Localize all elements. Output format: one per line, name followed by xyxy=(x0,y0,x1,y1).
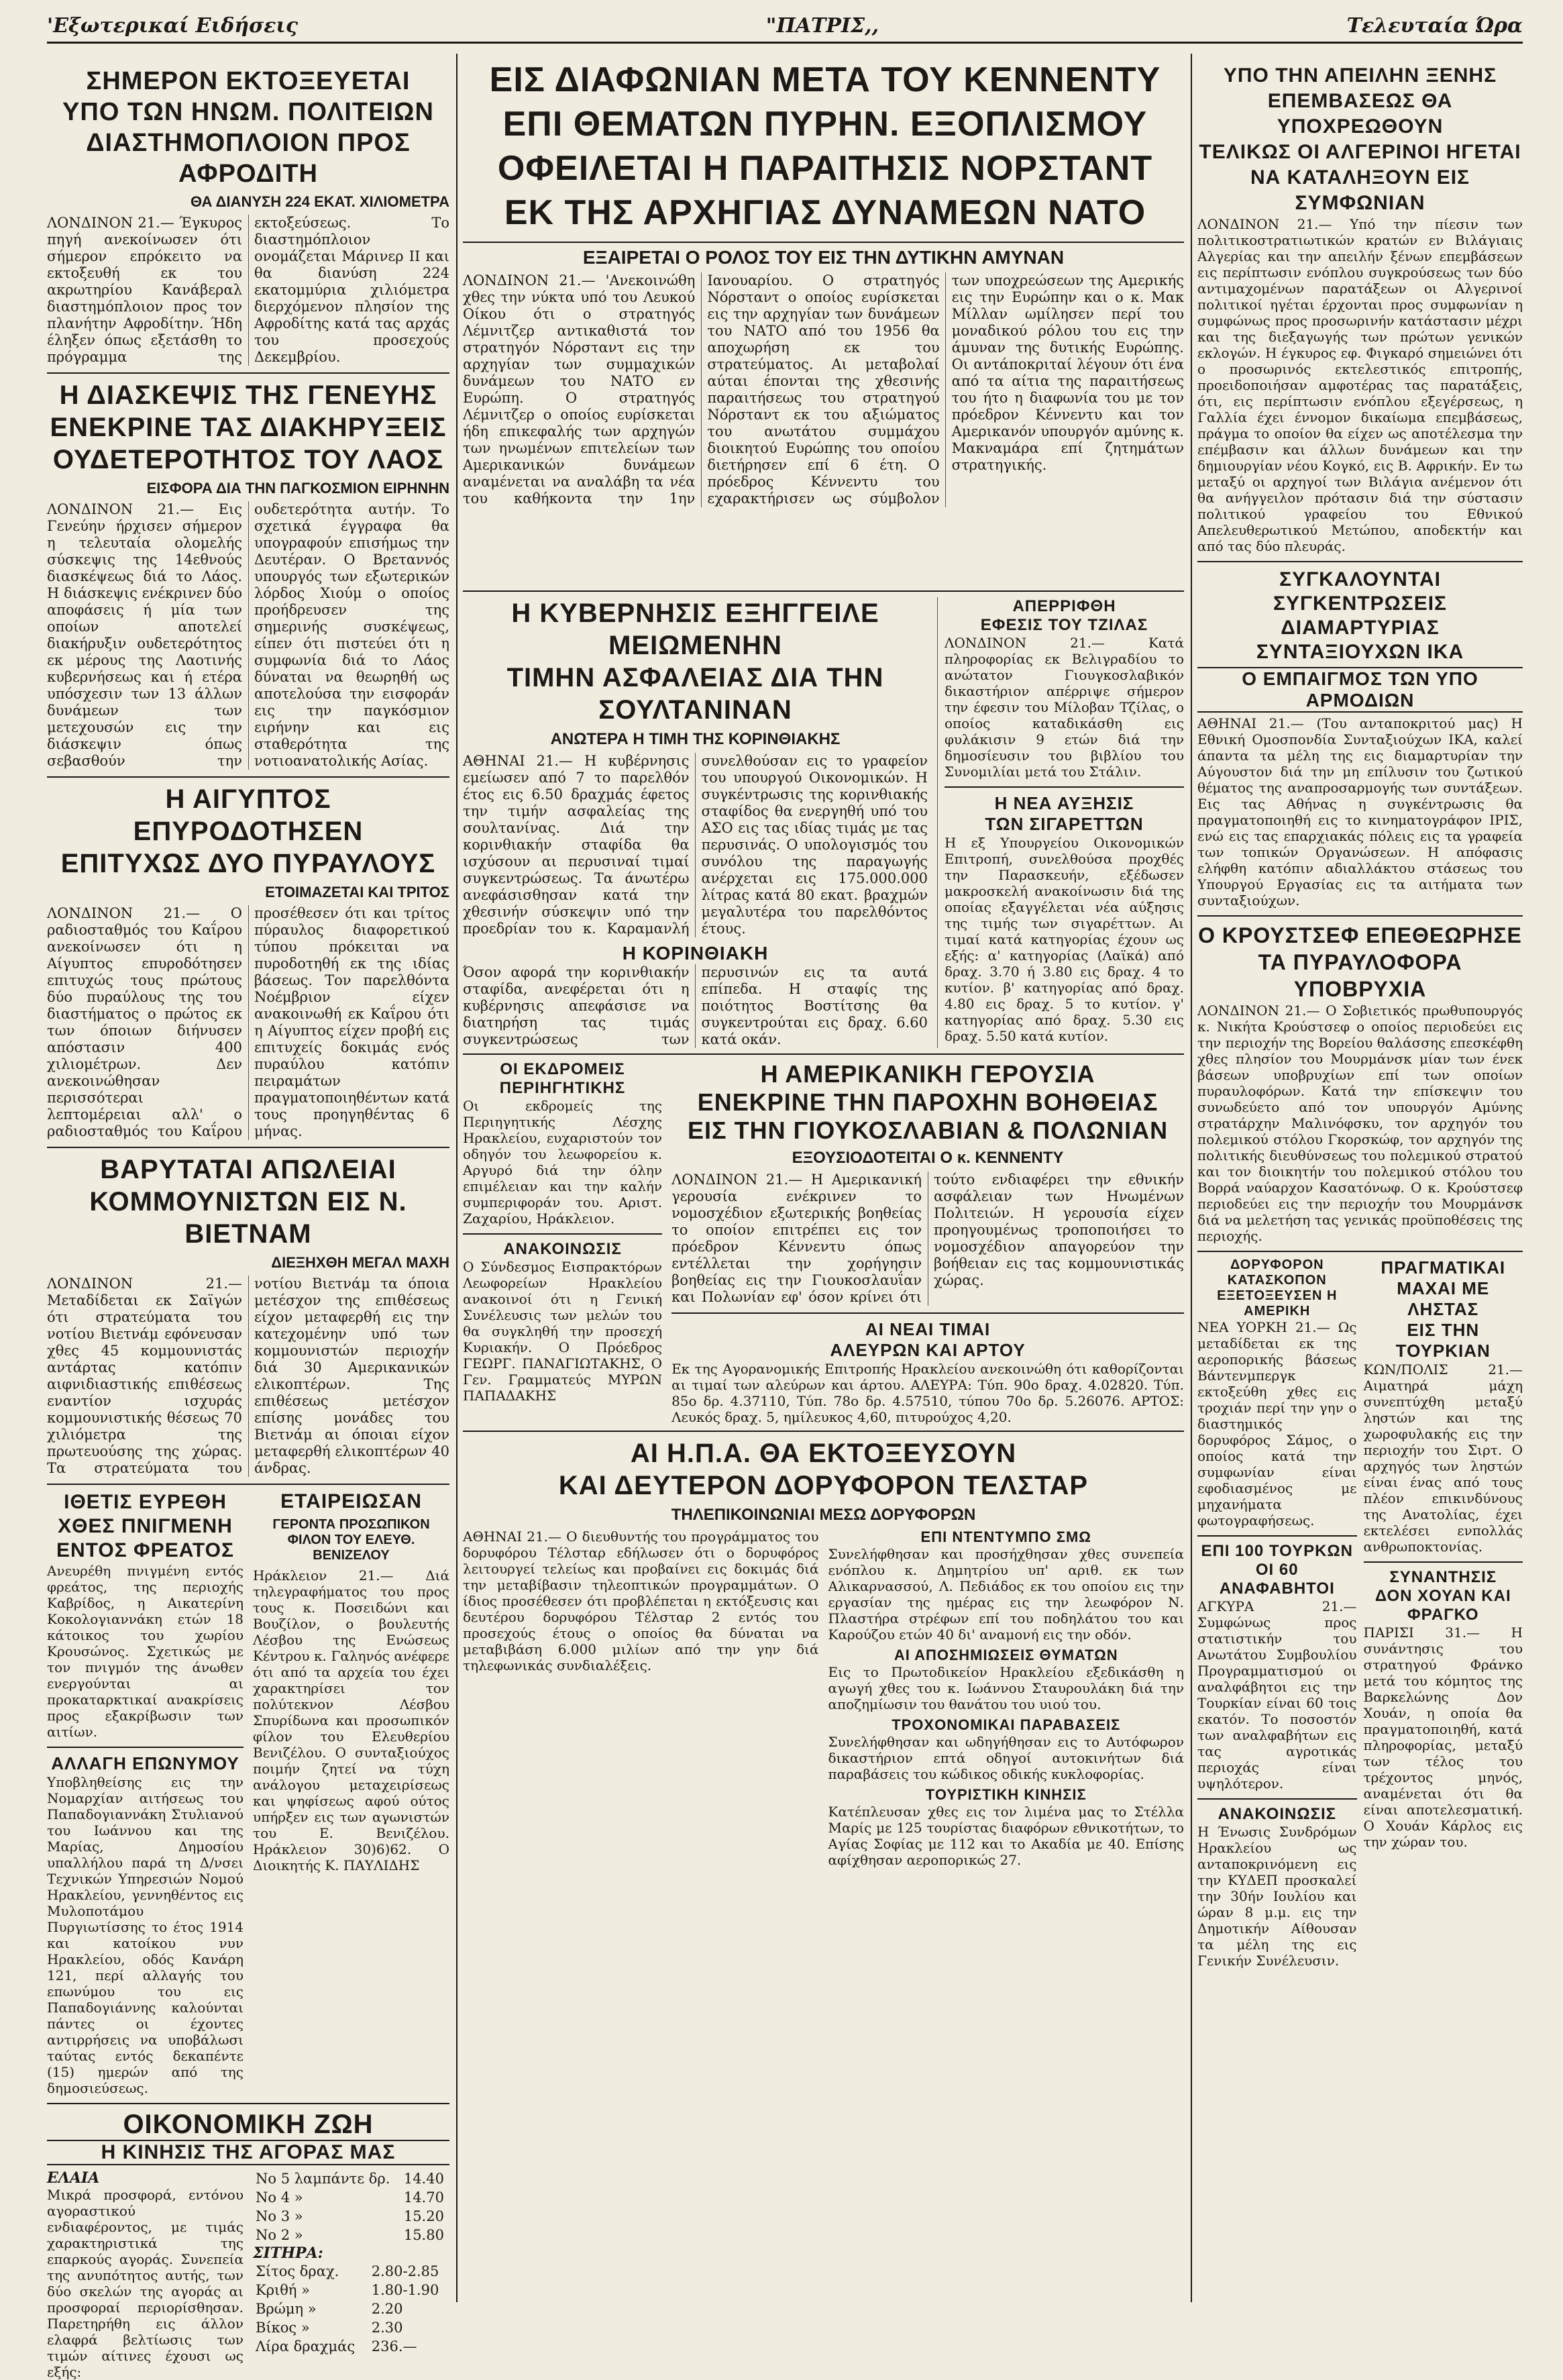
table-cell: Νο 2 » xyxy=(256,2227,303,2243)
headline-line: ΔΟΝ ΧΟΥΑΝ ΚΑΙ ΦΡΑΓΚΟ xyxy=(1375,1587,1511,1624)
headline-egypt xyxy=(47,776,449,880)
headline-line: ΠΕΡΙΗΓΗΤΙΚΗΣ xyxy=(499,1079,626,1097)
headline-line: ΑΙ ΝΕΑΙ ΤΙΜΑΙ xyxy=(865,1319,991,1339)
subheadline: ΤΗΛΕΠΙΚΟΙΝΩΝΙΑΙ ΜΕΣΩ ΔΟΡΥΦΟΡΩΝ xyxy=(671,1506,976,1524)
headline-khrushchev xyxy=(1197,915,1523,1002)
headline-well xyxy=(47,1490,244,1563)
subheadline: ΑΝΩΤΕΡΑ Η ΤΙΜΗ ΤΗΣ ΚΟΡΙΝΘΙΑΚΗΣ xyxy=(550,730,841,748)
table-cell: 14.70 xyxy=(403,2189,444,2206)
article-body: ΑΓΚΥΡΑ 21.— Συμφώνως προς στατιστικήν του Ανωτάτου Συμβουλίου Προγραμματισμού οι αναλφάβητοι εις την Τουρκίαν είναι 60 τοις εκατόν. Το ποσοστόν των αναλφαβήτων εις τας αγροτικάς περιοχάς είναι υψηλότερον. xyxy=(1197,1598,1357,1792)
article-body: Συνελήφθησαν και ωδηγήθησαν εις το Αυτόφωρον δικαστήριον επτά οδηγοί αυτοκινήτων διά παραβάσεις του κώδικος οδικής κυκλοφορίας. xyxy=(828,1734,1184,1782)
headline-line: Ο ΚΡΟΥΣΤΣΕΦ ΕΠΕΘΕΩΡΗΣΕ xyxy=(1198,923,1522,947)
headline-brief: ΕΠΙ ΝΤΕΝΤΥΜΠΟ ΣΜΩ xyxy=(920,1529,1091,1545)
headline-telstar xyxy=(463,1437,1184,1502)
headline-line: ΔΙΑΣΤΗΜΟΠΛΟΙΟΝ ΠΡΟΣ ΑΦΡΟΔΙΤΗ xyxy=(86,129,411,188)
headline-line: ΤΑ ΠΥΡΑΥΛΟΦΟΡΑ ΥΠΟΒΡΥΧΙΑ xyxy=(1258,950,1462,1001)
headline-surname: ΑΛΛΑΓΗ ΕΠΩΝΥΜΟΥ xyxy=(47,1747,244,1774)
market-right xyxy=(253,2169,449,2380)
headline-line: ΕΙΣ ΔΙΑΦΩΝΙΑΝ ΜΕΤΑ ΤΟΥ ΚΕΝΝΕΝΤΥ xyxy=(489,60,1161,99)
headline-line: ΕΞΕΤΟΞΕΥΣΕΝ Η ΑΜΕΡΙΚΗ xyxy=(1217,1288,1338,1318)
table-row xyxy=(253,2188,449,2207)
subheadline: ΕΤΟΙΜΑΖΕΤΑΙ ΚΑΙ ΤΡΙΤΟΣ xyxy=(265,884,449,900)
headline-line: ΕΝΕΚΡΙΝΕ ΤΑΣ ΔΙΑΚΗΡΥΞΕΙΣ xyxy=(50,413,447,442)
market-subtitle: Η ΚΙΝΗΣΙΣ ΤΗΣ ΑΓΟΡΑΣ ΜΑΣ xyxy=(47,2140,449,2165)
middle-mid-row xyxy=(463,1053,1184,1425)
table-row xyxy=(253,2318,449,2337)
headline-line: ΟΙ 60 ΑΝΑΦΑΒΗΤΟΙ xyxy=(1219,1561,1335,1598)
table-cell: 236.— xyxy=(371,2338,417,2355)
article-body: Υποβληθείσης εις την Νομαρχίαν αιτήσεως του Παπαδογιαννάκη Στυλιανού του Ιωάννου και της Μαρίας, Δημοσίου υπαλλήλου παρά τη Δ/νσει Τεχνικών Υπηρεσιών Νομού Ηρακλείου, γεννηθέντος εις Μυλοποτάμου Πυργιωτίσσης το έτος 1914 και κατοίκου νυν Ηρακλείου, οδός Κανάρη 121, περί αλλαγής του επωνύμου του εις Παπαδογιάννης καλούνται πάντες οι έχοντες αντιρρήσεις να υποβάλωσι ταύτας εντός δεκαπέντε (15) ημερών από της δημοσιεύσεως. xyxy=(47,1774,244,2096)
headline-satellite xyxy=(1197,1257,1357,1319)
subheadline: ΘΑ ΔΙΑΝΥΣΗ 224 ΕΚΑΤ. ΧΙΛΙΟΜΕΤΡΑ xyxy=(190,193,449,210)
headline-djilas xyxy=(945,597,1184,635)
headline-corinthian: Η ΚΟΡΙΝΘΙΑΚΗ xyxy=(622,943,769,964)
subheadline: ΓΕΡΟΝΤΑ ΠΡΟΣΩΠΙΚΟΝ ΦΙΛΟΝ ΤΟΥ ΕΛΕΥΘ. ΒΕΝΙΖΕΛΟΥ xyxy=(272,1517,430,1563)
table-cell: Νο 3 » xyxy=(256,2208,303,2224)
market-title: ΟΙΚΟΝΟΜΙΚΗ ΖΩΗ xyxy=(123,2110,374,2139)
header-right: Τελευταία Ώρα xyxy=(1346,13,1523,38)
local-briefs xyxy=(828,1529,1185,1868)
subheadline: Ο ΕΜΠΑΙΓΜΟΣ ΤΩΝ ΥΠΟ ΑΡΜΟΔΙΩΝ xyxy=(1197,667,1523,713)
article-body: Η εξ Υπουργείου Οικονομικών Επιτροπή, συνελθούσα προχθές την Παρασκευήν, εξέδωσεν μακροσκελή ανακοίνωσιν διά της οποίας εξαγγέλεται νέα αύξησις της τιμής των σιγαρέττων. Αι τιμαί κατά κατηγορίας έχουν ως εξής: α' κατηγορίας (Λαϊκά) από δραχ. 3.70 ή 3.80 εις δραχ. 4 το κυτίον. β' κατηγορίας από δραχ. 4.80 εις δραχ. 5 το κυτίον. γ' κατηγορίας από δραχ. 5.30 εις δραχ. 5.50 κατά κυτίον. xyxy=(945,835,1184,1044)
table-cell: Νο 4 » xyxy=(256,2189,303,2206)
article-body: Οι εκδρομείς της Περιηγητικής Λέσχης Ηρακλείου, ευχαριστούν τον οδηγόν του λεωφορείου κ. Αργυρό διά την όλην επιμέλειαν και την καλήν συμπεριφοράν του. Αριστ. Ζαχαρίου, Ηράκλειον. xyxy=(463,1098,663,1227)
headline-line: ΕΠΙ 100 ΤΟΥΡΚΩΝ xyxy=(1201,1542,1354,1560)
table-cell: Βίκος » xyxy=(256,2320,310,2336)
headline-line: ΙΘΕΤΙΣ ΕΥΡΕΘΗ xyxy=(64,1491,227,1513)
middle-region xyxy=(463,590,1184,2302)
subheadline: ΕΞΟΥΣΙΟΔΟΤΕΙΤΑΙ Ο κ. ΚΕΝΝΕΝΤΥ xyxy=(792,1149,1064,1167)
banner-article xyxy=(463,242,1184,507)
headline-line: ΕΙΣ ΤΗΝ ΓΙΟΥΚΟΣΛΑΒΙΑΝ & ΠΟΛΩΝΙΑΝ xyxy=(687,1117,1169,1144)
headline-line: ΕΠΙ ΘΕΜΑΤΩΝ ΠΥΡΗΝ. ΕΞΟΠΛΙΣΜΟΥ xyxy=(502,105,1148,144)
headline-line: ΑΛΕΥΡΩΝ ΚΑΙ ΑΡΤΟΥ xyxy=(830,1340,1026,1360)
headline-line: ΕΝΕΚΡΙΝΕ ΤΗΝ ΠΑΡΟΧΗΝ ΒΟΗΘΕΙΑΣ xyxy=(697,1088,1158,1116)
headline-line: ΟΙ ΕΚΔΡΟΜΕΙΣ xyxy=(500,1060,625,1078)
middle-right-subcolumn xyxy=(937,597,1184,1048)
headline-line: ΑΙ Η.Π.Α. ΘΑ ΕΚΤΟΞΕΥΣΟΥΝ xyxy=(630,1439,1017,1468)
headline-notice: ΑΝΑΚΟΙΝΩΣΙΣ xyxy=(1197,1798,1357,1824)
right-lower-left xyxy=(1197,1257,1357,1969)
table-cell: 2.80-2.85 xyxy=(371,2263,439,2279)
article-body: Εκ της Αγορανομικής Επιτροπής Ηρακλείου ανεκοινώθη ότι καθορίζονται αι τιμαί των αλεύρων και άρτου. ΑΛΕΥΡΑ: Τύπ. 90ο δραχ. 4.02820. Τύπ. 85ο δρ. 4.37110, Τύπ. 78ο δρ. 4.57510, τύπου 70ο δρ. 5.26076. ΑΡΤΟΣ: Λευκός δραχ. 5, ημίλευκος 4,60, πιτυρούχος 4,20. xyxy=(671,1361,1184,1425)
masthead: "ΠΑΤΡΙΣ,, xyxy=(765,13,879,38)
bottom-left-block xyxy=(47,1484,449,2096)
column-divider xyxy=(1191,54,1192,2302)
table-row xyxy=(253,2337,449,2356)
headline-line: ΟΦΕΙΛΕΤΑΙ Η ΠΑΡΑΙΤΗΣΙΣ ΝΟΡΣΤΑΝΤ xyxy=(497,149,1153,188)
grain-price-table xyxy=(253,2262,449,2356)
sultanina-article xyxy=(463,597,928,1048)
headline-line: ΥΠΟ ΤΗΝ ΑΠΕΙΛΗΝ ΞΕΝΗΣ xyxy=(1223,64,1497,87)
article-body: ΠΑΡΙΣΙ 31.— Η συνάντησις του στρατηγού Φράνκο μετά του κόμητος της Βαρκελώνης Δον Χουάν, η οποία θα πραγματοποιηθή, κατά πληροφορίας, μεταξύ των τέλος του τρέχοντος μηνός, αναμένεται ότι θα είναι αποτελεσματική. Ο Χουάν Κάρλος εις την χώραν του. xyxy=(1363,1624,1523,1850)
table-cell: 2.20 xyxy=(371,2301,403,2317)
headline-thanks: ΕΤΑΙΡΕΙΩΣΑΝ xyxy=(280,1490,422,1512)
headline-geneva xyxy=(47,372,449,476)
headline-algeria xyxy=(1197,63,1523,216)
table-cell: Βρώμη » xyxy=(256,2301,317,2317)
headline-line: ΠΡΑΓΜΑΤΙΚΑΙ xyxy=(1381,1257,1506,1278)
main-headline xyxy=(463,58,1187,235)
table-cell: 15.20 xyxy=(403,2208,444,2224)
table-cell: 14.40 xyxy=(403,2171,444,2187)
table-cell: Σίτος δραχ. xyxy=(256,2263,339,2279)
article-body: ΛΟΝΔΙΝΟΝ 21.— Έγκυρος πηγή ανεκοίνωσεν ότι σήμερον επρόκειτο να εκτοξευθή εκ του ακρωτηρίου Κανάβεραλ διαστημόπλοιον προς τον πλανήτην Αφροδίτην. Ήδη έληξεν όπως εξετάσθη το πρόγραμμα της εκτοξεύσεως. Το διαστημόπλοιον ονομάζεται Μάρινερ ΙΙ και θα διανύση 224 εκατομμύρια χιλιόμετρα διερχόμενον πλησίον της Αφροδίτης κατά τας αρχάς του προσεχούς Δεκεμβρίου. xyxy=(47,215,449,365)
headline-line: ΝΑ ΚΑΤΑΛΗΞΟΥΝ ΕΙΣ ΣΥΜΦΩΝΙΑΝ xyxy=(1250,166,1470,214)
article-body: Ανευρέθη πνιγμένη εντός φρεάτος, της περιοχής Καβρίδος, η Αικατερίνη Κοκολογιαννάκη ετών 18 κάτοικος του χωρίου Κρουσώνος. Σχετικώς με τον πνιγμόν της άνωθεν ενεργούνται αι προκαταρκτικαί ανακρίσεις προς εξακρίβωσιν των αιτίων. xyxy=(47,1563,244,1740)
header-left: 'Εξωτερικαί Ειδήσεις xyxy=(47,13,299,38)
headline-line: ΕΙΣ ΤΗΝ ΤΟΥΡΚΙΑΝ xyxy=(1395,1320,1491,1361)
headline-line: ΤΙΜΗΝ ΑΣΦΑΛΕΙΑΣ ΔΙΑ ΤΗΝ ΣΟΥΛΤΑΝΙΝΑΝ xyxy=(506,663,884,725)
headline-bandits xyxy=(1364,1257,1523,1361)
article-body: Συνελήφθησαν και προσήχθησαν χθες συνεπεία ενόπλου κ. Δημητρίου υπ' αριθ. εκ των Αλικαρνασσού, Λ. Πεδιάδος εκ του οποίου εις την εργασίαν της ημέρας εις την λεωφόρον Ν. Πλαστήρα στρέφων επί του ποδηλάτου του και Καρούζου ετών 40 δι' αναμονή εις την οδόν. xyxy=(828,1546,1184,1643)
headline-line: ΔΟΡΥΦΟΡΟΝ ΚΑΤΑΣΚΟΠΟΝ xyxy=(1227,1257,1327,1288)
headline-line: ΜΑΧΑΙ ΜΕ ΛΗΣΤΑΣ xyxy=(1397,1278,1490,1319)
headline-line: Η ΚΥΒΕΡΝΗΣΙΣ ΕΞΗΓΓΕΙΛΕ ΜΕΙΩΜΕΝΗΝ xyxy=(511,599,879,660)
article-body: Ηράκλειον 21.— Διά τηλεγραφήματος του προς τους κ. Ποσειδώνι και Βουζίλον, ο βουλευτής Λέσβου της Ενώσεως Κέντρου κ. Γαληνός ανέφερε ότι από τα αρχεία του έχει χαρακτηρίσει τον πολύτεκνον Λέσβου Σπυρίδωνα και προσωπικόν φίλον του Ελευθερίου Βενιζέλου. Ο συνταξιούχος ποιμήν ζητεί να τύχη ανάλογου μεταχειρίσεως και ψηφίσεως αφού ούτος υπήρξεν εις των αγωνιστών του Ε. Βενιζέλου. Ηράκλειον 30)6)62. Ο Διοικητής Κ. ΠΑΥΛΙΔΗΣ xyxy=(253,1567,449,1873)
headline-line: ΣΥΝΑΝΤΗΣΙΣ xyxy=(1389,1568,1497,1586)
table-row xyxy=(253,2226,449,2244)
headline-line: ΒΑΡΥΤΑΤΑΙ ΑΠΩΛΕΙΑΙ xyxy=(100,1155,396,1184)
article-body: ΛΟΝΔΙΝΟΝ 21.— 'Ανεκοινώθη χθες την νύκτα υπό του Λευκού Οίκου ότι ο στρατηγός Λέμνιτζερ αντικαθιστά τον στρατηγόν Νόρσταντ εις την αρχηγίαν των συμμαχικών δυνάμεων του ΝΑΤΟ εν Ευρώπη. Ο στρατηγός Λέμνιτζερ ο οποίος ευρίσκεται ήδη επικεφαλής των αρχηγών των ηνωμένων επιτελείων των Αμερικανικών δυνάμεων αναμένεται να αναλάβη τα νέα του καθήκοντα την 1ην Ιανουαρίου. Ο στρατηγός Νόρσταντ ο οποίος ευρίσκεται εις την αρχηγίαν των δυνάμεων του ΝΑΤΟ από του 1956 θα αποχωρήση εκ του στρατεύματος. Αι μεταβολαί αύται έπονται της χθεσινής παραιτήσεως του στρατηγού Νόρσταντ εκ του αξιώματος του ανωτάτου συμμάχου διοικητού Ευρώπης του οποίου διετήρησεν επί 6 έτη. Ο πρόεδρος Κέννεντυ του εχαρακτήρισεν ως σύμβολον των υποχρεώσεων της Αμερικής εις την Ευρώπην και ο κ. Μακ Μίλλαν ωμίλησεν περί του μοναδικού ρόλου του εις την άμυναν της δυτικής Ευρώπης. Οι αντάποκριταί λέγουν ότι ένα από τα αίτια της παραιτήσεως του ήτο η διαφωνία του με τον πρόεδρον Κέννεντυ και τον Αμερικανόν υπουργόν αμύνης κ. Μακναμάρα επί ζητημάτων στρατηγικής. xyxy=(463,272,1184,507)
headline-line: ΚΟΜΜΟΥΝΙΣΤΩΝ ΕΙΣ Ν. ΒΙΕΤΝΑΜ xyxy=(89,1187,407,1249)
headline-line: ΥΠΟ ΤΩΝ ΗΝΩΜ. ΠΟΛΙΤΕΙΩΝ xyxy=(62,98,434,126)
headline-line: Η ΑΜΕΡΙΚΑΝΙΚΗ ΓΕΡΟΥΣΙΑ xyxy=(760,1060,1095,1088)
headline-line: ΕΝΤΟΣ ΦΡΕΑΤΟΣ xyxy=(56,1539,235,1561)
subheadline: ΕΞΑΙΡΕΤΑΙ Ο ΡΟΛΟΣ ΤΟΥ ΕΙΣ ΤΗΝ ΔΥΤΙΚΗΝ ΑΜΥΝΑΝ xyxy=(582,247,1065,268)
article-body: Ο Σύνδεσμος Εισπρακτόρων Λεωφορείων Ηρακλείου ανακοινοί ότι η Γενική Συνέλευσις των μελών του θα συγκληθή την προσεχή Κυριακήν. Ο Πρόεδρος ΓΕΩΡΓ. ΠΑΝΑΓΙΩΤΑΚΗΣ, Ο Γεν. Γραμματεύς ΜΥΡΩΝ ΠΑΠΑΔΑΚΗΣ xyxy=(463,1259,663,1404)
market-intro: Μικρά προσφορά, εντόνου αγοραστικού ενδιαφέροντος, με τιμάς χαρακτηριστικά της επαρκούς αγοράς. Συνεπεία της ανυπότητος αυτής, των δύο σκελών της αγοράς αι προσφοραί περιορίσθησαν. Παρετηρήθη εις άλλον ελαφρά βελτίωσις των τιμών αίτινες έχουσι ως εξής: xyxy=(47,2187,244,2380)
table-cell: Νο 5 λαμπάντε δρ. xyxy=(256,2171,390,2187)
headline-line: ΟΥΔΕΤΕΡΟΤΗΤΟΣ ΤΟΥ ΛΑΟΣ xyxy=(52,445,444,474)
telstar-columns xyxy=(463,1529,1184,1868)
headline-line: ΕΚ ΤΗΣ ΑΡΧΗΓΙΑΣ ΔΥΝΑΜΕΩΝ ΝΑΤΟ xyxy=(504,193,1146,232)
market-section-label: ΣΙΤΗΡΑ: xyxy=(253,2244,323,2262)
article-body: ΛΟΝΔΙΝΟΝ 21.— Εις Γενεύην ήρχισεν σήμερον η τελευταία ολομελής σύσκεψις της 14εθνούς διασκέψεως διά το Λάος. Η διάσκεψις ενέκρινεν δύο αποφάσεις ή μία των οποίων αποτελεί διακήρυξιν ουδετερότητος εκ μέρους της Λαοτινής κυβερνήσεως και ή ετέρα υπόσχεσιν των 13 άλλων δυνάμεων των μετεχουσών εις την διάσκεψιν όπως σεβασθούν την ουδετερότητα αυτήν. Το σχετικά έγγραφα θα υπογραφούν επισήμως την Δευτέραν. Ο Βρεταννός υπουργός των εξωτερικών λόρδος Χιούμ ο οποίος προήδρευσεν της σημερινής συσκέψεως, είπεν ότι πιστεύει ότι η συμφωνία διά το Λάος δύναται να θεωρηθή ως αποτελούσα την εισφοράν εις την παγκόσμιον ειρήνην και εις σταθερότητα της νοτιοανατολικής Ασίας. xyxy=(47,501,449,769)
table-row xyxy=(253,2169,449,2188)
olive-price-table xyxy=(253,2169,449,2244)
senate-article xyxy=(671,1060,1184,1425)
headline-brief: ΤΟΥΡΙΣΤΙΚΗ ΚΙΝΗΣΙΣ xyxy=(925,1786,1087,1803)
right-lower-right xyxy=(1364,1257,1523,1969)
headline-line: ΤΕΛΙΚΩΣ ΟΙ ΑΛΓΕΡΙΝΟΙ ΗΓΕΤΑΙ xyxy=(1199,141,1521,163)
article-body: ΑΘΗΝΑΙ 21.— (Του ανταποκριτού μας) Η Εθνική Ομοσπονδία Συνταξιούχων ΙΚΑ, καλεί άπαντα τα μέλη της εις διαμαρτυρίαν την Αύγουστον διά την μη επίλυσιν του ζωτικού θέματος της αναπροσαρμογής των συντάξεων. Εις τας Αθήνας η συγκέντρωσις θα πραγματοποιηθή εις το κινηματογράφον ΙΡΙΣ, ενώ εις τας επαρχιακάς πόλεις εις τα γραφεία των τοπικών Οργανώσεων. Η απόφασις ελήφθη κατόπιν αδιαλλάκτου στάσεως του Υπουργού Εργασίας εις τα αιτήματα των συνταξιούχων. xyxy=(1197,715,1523,909)
headline-notice: ΑΝΑΚΟΙΝΩΣΙΣ xyxy=(463,1233,662,1259)
headline-line: ΧΘΕΣ ΠΝΙΓΜΕΝΗ xyxy=(58,1515,233,1537)
article-body: ΛΟΝΔΙΝΟΝ 21.— Ο Σοβιετικός πρωθυπουργός κ. Νικήτα Κρούστσεφ ο οποίος περιοδεύει εις την περιοχήν της Βορείου θαλάσσης επεσκέφθη χθες πλησίον του Μουρμάνσκ μίαν των ένεκ βάσεων υποβρυχίων επί των οποίων πυραυλοφόρων. Κατά την επίσκεψιν του συνωδεύετο από τον υπουργόν Αμύνης στρατάρχην Μαλινόφσκυ, τον αρχηγόν του πολεμικού στόλου Γκορσκώφ, τον αρχηγόν της πολιτικής διευθύνσεως του πολεμικού στρατού και τον διοικητήν του πολεμικού στόλου του Βορρά ναύαρχον Κασατόνωφ. Ο κ. Κρούστσεφ περιοδεύει εις την περιοχήν του Μουρμάνσκ διά να μελετήση τας γενικάς προϋποθέσεις της περιοχής. xyxy=(1197,1002,1523,1244)
right-column xyxy=(1197,54,1523,2302)
table-row xyxy=(253,2299,449,2318)
table-cell: Λίρα δραχμάς xyxy=(256,2338,356,2355)
market-left xyxy=(47,2169,244,2380)
left-column xyxy=(47,54,449,2380)
page-header xyxy=(47,9,1523,44)
market-columns xyxy=(47,2169,449,2380)
headline-flour xyxy=(671,1312,1184,1361)
headline-line: Η ΝΕΑ ΑΥΞΗΣΙΣ xyxy=(994,793,1134,813)
headline-sultanina xyxy=(463,597,928,726)
article-body: ΛΟΝΔΙΝΟΝ 21.— Μεταδίδεται εκ Σαϊγών ότι στρατεύματα του νοτίου Βιετνάμ εφόνευσαν χθες 45 κομμουνιστάς αντάρτας κατόπιν αιφνιδιαστικής επιθέσεως εναντίον ισχυράς κομμουνιστικής θέσεως 70 χιλιόμετρα της πρωτευούσης της χώρας. Τα στρατεύματα του νοτίου Βιετνάμ τα όποια μετέσχον της επιθέσεως είχον μεταφερθή εις την κατεχομένην υπό των κομμουνιστών περιοχήν διά 30 Αμερικανικών ελικοπτέρων. Της επιθέσεως μετέσχον επίσης μονάδες του Βιετνάμ αι όποιαι είχον μεταφερθή ελικοπτέρων 40 άνδρας. xyxy=(47,1276,449,1476)
table-cell: Κριθή » xyxy=(256,2282,311,2298)
article-body: ΚΩΝ/ΠΟΛΙΣ 21.— Αιματηρά μάχη συνεπτύχθη μεταξύ ληστών και της χωροφυλακής εις την περιοχήν του Σιρτ. Ο αρχηγός των ληστών είναι ένας από τους πλέον επικινδύνους της Ανατολίας, έχει εκτελέσει ενπολλάς ανθρωποκτονίας. xyxy=(1363,1361,1523,1555)
table-cell: 1.80-1.90 xyxy=(371,2282,439,2298)
headline-vietnam xyxy=(47,1147,449,1250)
article-body: ΑΘΗΝΑΙ 21.— Η κυβέρνησις εμείωσεν από 7 το παρελθόν έτος εις 6.50 δραχμάς έφετος την τιμήν ασφαλείας της σουλτανίνας. Διά την κορινθιακήν σταφίδα θα ισχύσουν αι περυσιναί τιμαί συγκεντρώσεως. Τα άνωτέρω ανεφάσισθησαν κατά την χθεσινήν σύσκεψιν υπό την προεδρίαν του κ. Καραμανλή συνελθούσαν εις το γραφείον του υπουργού Οικονομικών. Η συγκέντρωσις της κορινθιακής σταφίδος θα ενεργηθή υπό του ΑΣΟ εις τας ιδίας τιμάς με τας περυσινάς. Ο υπολογισμός του συνόλου της παραγωγής ανέρχεται εις 175.000.000 λίτρας κατά 80 εκατ. βραχμών μεγαλυτέρα του παρελθόντος έτους. xyxy=(463,753,928,937)
article-body: Όσον αφορά την κορινθιακήν σταφίδα, ανεφέρεται ότι η κυβέρνησις απεφάσισε να διατηρήση τας τιμάς συγκεντρώσεως των περυσινών εις τα αυτά επίπεδα. Η σταφίς της ποιότητος Βοστίτσης θα συγκεντρούται εις δραχ. 6.60 κατά οκάν. xyxy=(463,964,928,1047)
headline-line: ΕΠΕΜΒΑΣΕΩΣ ΘΑ ΥΠΟΧΡΕΩΘΟΥΝ xyxy=(1267,90,1453,138)
headline-line: ΕΠΙΤΥΧΩΣ ΔΥΟ ΠΥΡΑΥΛΟΥΣ xyxy=(60,849,436,878)
headline-line: ΤΩΝ ΣΙΓΑΡΕΤΤΩΝ xyxy=(985,814,1144,834)
excursion-col xyxy=(463,1060,662,1425)
table-row xyxy=(253,2207,449,2226)
subheadline: ΕΙΣΦΟΡΑ ΔΙΑ ΤΗΝ ΠΑΓΚΟΣΜΙΟΝ ΕΙΡΗΝΗΝ xyxy=(146,480,449,497)
headline-line: ΕΦΕΣΙΣ ΤΟΥ ΤΖΙΛΑΣ xyxy=(980,616,1148,634)
article-body: ΛΟΝΔΙΝΟΝ 21.— Η Αμερικανική γερουσία ενέκρινεν το νομοσχέδιον εξωτερικής βοηθείας το οποίον επιτρέπει εις τον πρόεδρον Κέννεντυ όπως εντέλλεται την χορήγησιν βοηθείας εις την Γιουκοσλαυΐαν και Πολωνίαν εφ' όσον κρίνει ότι τούτο ενδιαφέρει την εθνικήν ασφάλειαν των Ηνωμένων Πολιτειών. Η γερουσία είχεν προηγουμένως τροποποιήσει το νομοσχέδιον απαγορεύον την βοήθειαν εις τας κομμουνιστικάς χώρας. xyxy=(671,1172,1184,1305)
article-body: Εις το Πρωτοδικείον Ηρακλείου εξεδικάσθη η αγωγή χθες του κ. Ιωάννου Σταυρουλάκη διά την αποζημίωσιν του θανάτου του υιού του. xyxy=(828,1664,1184,1712)
middle-top-row xyxy=(463,590,1184,1048)
article-body: Η Ένωσις Συνδρόμων Ηρακλείου ως ανταποκρινόμενη εις την ΚΥΔΕΠ προσκαλεί την 30ήν Ιουλίου και ώραν 8 μ.μ. εις την Δημοτικήν Αίθουσαν τα μέλη της εις Γενικήν Συνέλευσιν. xyxy=(1197,1824,1357,1969)
headline-line: ΚΑΙ ΔΕΥΤΕΡΟΝ ΔΟΡΥΦΟΡΟΝ ΤΕΛΣΤΑΡ xyxy=(558,1471,1089,1500)
article-body: ΛΟΝΔΙΝΟΝ 21.— Υπό την πίεσιν των πολιτικοστρατιωτικών κρατών εν Βιλάγιαις Αλγερίας και την απειλήν ξένων επεμβάσεων εις περίπτωσιν ενόπλου συγκρούσεως των δύο αντιμαχομένων παρατάξεων οι Αλγερινοί πολιτικοί ηγέται έρχονται προς συμφωνίαν η συμφώνως προς προσωρινήν κατάστασιν μέχρι και της διεξαγωγής των πρώτων γενικών εκλογών. Η έγκυρος εφ. Φιγκαρό σημειώνει ότι ο προσωρινός εκτελεστικός επιτροπής, προειδοποιήσαν αμφοτέρας τας παρατάξεις, ότι, εις περίπτωσιν ενόπλου εξεγέρσεως, η Γαλλία έχει έννομον δικαίωμα επεμβάσεως, πράγμα το οποίον θα είχεν ως αποτέλεσμα την επέμβασιν και άλλων δυνάμεων και την δημιουργίαν νέου Κογκό, εις Β. Αφρικήν. Εν τω μεταξύ οι αρχηγοί των Βιλάγια ανέμενον ότι θα ανήγγειλον πρότασιν διά την σύστασιν πολιτικού γραφείου του Εθνικού Απελευθερωτικού Μετώπου, αποδεκτήν και από τας δύο πλευράς. xyxy=(1197,216,1523,554)
table-row xyxy=(253,2281,449,2299)
headline-ika xyxy=(1197,561,1523,664)
headline-line: ΣΗΜΕΡΟΝ ΕΚΤΟΞΕΥΕΤΑΙ xyxy=(86,67,411,95)
left-subcolumn xyxy=(47,1490,244,2096)
table-cell: 15.80 xyxy=(403,2227,444,2243)
headline-line: ΔΙΑΜΑΡΤΥΡΙΑΣ ΣΥΝΤΑΞΙΟΥΧΩΝ ΙΚΑ xyxy=(1256,617,1464,663)
headline-line: Η ΔΙΑΣΚΕΨΙΣ ΤΗΣ ΓΕΝΕΥΗΣ xyxy=(59,380,437,410)
headline-cigarettes xyxy=(945,786,1184,835)
headline-line: ΑΠΕΡΡΙΦΘΗ xyxy=(1012,597,1116,615)
headline-excursion xyxy=(463,1060,662,1098)
subheadline: ΔΙΕΞΗΧΘΗ ΜΕΓΑΛ ΜΑΧΗ xyxy=(271,1254,449,1271)
article-body: ΑΘΗΝΑΙ 21.— Ο διευθυντής του προγράμματος του δορυφόρου Τέλσταρ εδήλωσεν ότι ο δορυφόρος λειτουργεί τελείως και προβαίνει εις δοκιμάς διά την μεταβίβασιν τηλεοπτικών προγραμμάτων. Ο ίδιος προσέθεσεν ότι προβλέπεται η εκτόξευσις και δευτέρου δορυφόρου Τέλσταρ 2 εντός του προσεχούς έτους ο οποίος θα δύναται να μεταβιβάση 6.000 μιλίων από την γην διά τηλεφωνικάς συνδιαλέξεις. xyxy=(463,1529,819,1673)
headline-spacecraft xyxy=(47,66,449,189)
headline-line: ΣΥΓΚΑΛΟΥΝΤΑΙ ΣΥΓΚΕΝΤΡΩΣΕΙΣ xyxy=(1273,568,1448,615)
headline-brief: ΤΡΟΧΟΝΟΜΙΚΑΙ ΠΑΡΑΒΑΣΕΙΣ xyxy=(892,1716,1121,1733)
column-divider xyxy=(456,54,457,2302)
right-lower-block xyxy=(1197,1251,1523,1969)
headline-illiterate xyxy=(1197,1535,1357,1598)
article-body: Κατέπλευσαν χθες εις τον λιμένα μας το Στέλλα Μαρίς με 125 τουρίστας διαφόρων εθνικοτήτων, το Αγίας Σοφίας με 112 και το Ακαδία με 40. Επίσης αφίχθησαν αεροπορικώς 27. xyxy=(828,1804,1184,1868)
headline-line: Η ΑΙΓΥΠΤΟΣ ΕΠΥΡΟΔΟΤΗΣΕΝ xyxy=(133,784,364,846)
headline-brief: ΑΙ ΑΠΟΣΗΜΙΩΣΕΙΣ ΘΥΜΑΤΩΝ xyxy=(894,1647,1118,1663)
table-cell: 2.30 xyxy=(371,2320,403,2336)
headline-franco xyxy=(1364,1561,1523,1624)
headline-senate xyxy=(671,1060,1184,1145)
market-section-label: ΕΛΑΙΑ xyxy=(47,2169,100,2187)
article-body: ΝΕΑ ΥΟΡΚΗ 21.— Ως μεταδίδεται εκ της αεροπορικής βάσεως Βάντενμπεργκ εκτοξεύθη χθες εις τροχιάν περί την γην ο διαστημικός δορυφόρος Σάμος, ο οποίος κατά την συμφωνίαν είναι εφοδιασμένος με μηχανήματα φωτογραφήσεως. xyxy=(1197,1319,1357,1529)
article-body: ΛΟΝΔΙΝΟΝ 21.— Ο ραδιοσταθμός του Καΐρου ανεκοίνωσεν ότι η Αίγυπτος επυροδότησεν επιτυχώς τους πρώτους δύο πυραύλους της του διαστήματος ο πρώτος εκ των όποιων διήνυσεν απόστασιν 400 χιλιομέτρων. Δεν ανεκοινώθησαν περισσότεραι λεπτομέρειαι αλλ' ο ραδιοσταθμός του Καΐρου προσέθεσεν ότι και τρίτος πύραυλος διαφορετικού τύπου πρόκειται να πυροδοτηθή εκ της ιδίας βάσεως. Τον παρελθόντα Νοέμβριον είχεν ανακοινωθή εκ Καΐρου ότι η Αίγυπτος είχεν προβή εις επιτυχείς δοκιμάς ενός πυραύλου κατόπιν πειραμάτων πραγματοποιηθέντων κατά τους προηγηθέντας 6 μήνας. xyxy=(47,905,449,1139)
table-row xyxy=(253,2262,449,2281)
article-body: ΛΟΝΔΙΝΟΝ 21.— Κατά πληροφορίας εκ Βελιγραδίου το ανώτατον Γιουγκοσλαβικόν δικαστήριον απέρριψε σήμερον την έφεσιν του Μίλοβαν Τζίλας, ο οποίος καταδικάσθη εις φυλάκισιν 9 ετών διά την δημοσίευσιν του βιβλίου του Συνομιλίαι μετά του Στάλιν. xyxy=(945,635,1184,780)
right-subcolumn xyxy=(253,1490,449,2096)
telstar-article xyxy=(463,1431,1184,1868)
market-section xyxy=(47,2103,449,2380)
